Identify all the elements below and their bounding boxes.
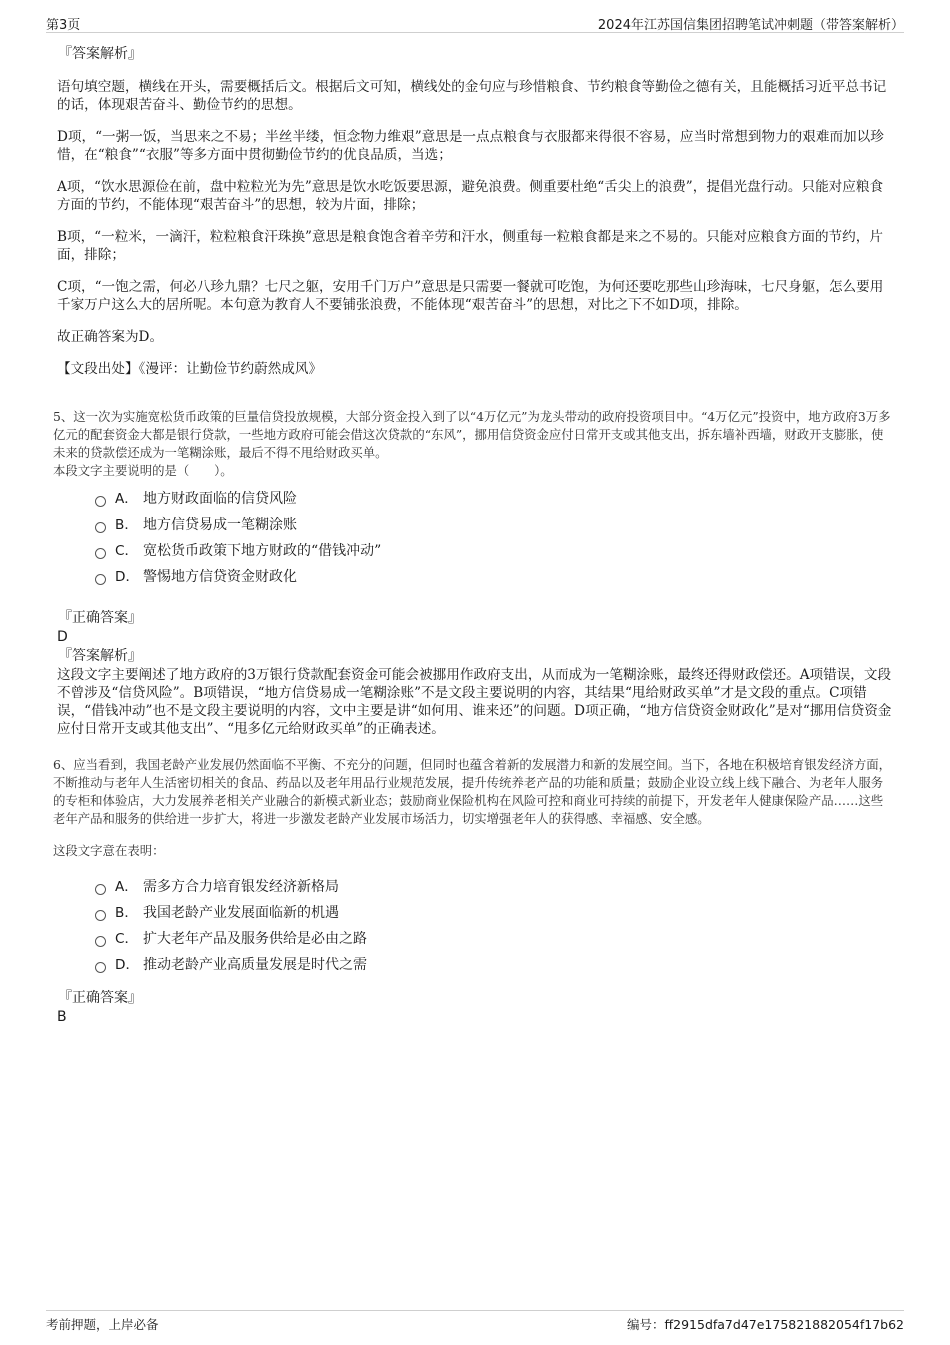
option-b[interactable]: B． 我国老龄产业发展面临新的机遇: [95, 900, 893, 926]
radio-icon[interactable]: [95, 884, 106, 895]
document-title: 2024年江苏国信集团招聘笔试冲刺题（带答案解析）: [597, 18, 904, 33]
correct-answer-label: 『正确答案』: [58, 610, 142, 626]
radio-icon[interactable]: [95, 522, 106, 533]
analysis-paragraph: A项，“饮水思源俭在前，盘中粒粒光为先”意思是饮水吃饭要思源，避免浪费。侧重要杜绝“舌尖上的浪费”，提倡光盘行动。只能对应粮食方面的节约，不能体现“艰苦奋斗”的思想，较为片面，排除；: [57, 179, 884, 213]
option-d[interactable]: D． 警惕地方信贷资金财政化: [95, 564, 893, 590]
page-footer: [46, 1310, 904, 1331]
analysis-paragraph: B项，“一粒米，一滴汗，粒粒粮食汗珠换”意思是粮食饱含着辛劳和汗水，侧重每一粒粮食都是来之不易的。只能对应粮食方面的节约，片面，排除；: [57, 229, 883, 263]
question-5-prompt: 本段文字主要说明的是（ ）。: [53, 463, 233, 478]
option-c[interactable]: C． 宽松货币政策下地方财政的“借钱冲动”: [95, 538, 893, 564]
analysis-label: 『答案解析』: [58, 46, 142, 62]
correct-answer-value: B: [57, 1009, 67, 1025]
radio-icon[interactable]: [95, 936, 106, 947]
option-a[interactable]: A． 地方财政面临的信贷风险: [95, 486, 893, 512]
page-header: [46, 12, 904, 33]
analysis-label: 『答案解析』: [58, 648, 142, 664]
radio-icon[interactable]: [95, 548, 106, 559]
question-6-prompt: 这段文字意在表明：: [53, 843, 165, 858]
correct-answer-label: 『正确答案』: [58, 990, 142, 1006]
page-number: 第3页: [46, 18, 81, 33]
page-content: [53, 44, 893, 1026]
radio-icon[interactable]: [95, 574, 106, 585]
question-5-options: [95, 486, 893, 590]
document-serial: 编号：ff2915dfa7d47e175821882054f17b62: [627, 1317, 904, 1332]
analysis-paragraph: 语句填空题，横线在开头，需要概括后文。根据后文可知，横线处的金句应与珍惜粮食、节约粮食等勤俭之德有关，且能概括习近平总书记的话，体现艰苦奋斗、勤俭节约的思想。: [57, 79, 887, 113]
correct-answer-statement: 故正确答案为D。: [57, 329, 164, 345]
option-b[interactable]: B． 地方信贷易成一笔糊涂账: [95, 512, 893, 538]
question-5-stem: 5、这一次为实施宽松货币政策的巨量信贷投放规模，大部分资金投入到了以“4万亿元”为龙头带动的政府投资项目中。“4万亿元”投资中，地方政府3万多亿元的配套资金大都是银行贷款，一些地方政府可能会借这次贷款的“东风”，挪用信贷资金应付日常开支或其他支出，拆东墙补西墙，财政开支膨胀，使未来的贷款偿还成为一笔糊涂账，最后不得不甩给财政买单。: [53, 409, 891, 460]
footer-slogan: 考前押题，上岸必备: [46, 1317, 159, 1332]
option-a[interactable]: A． 需多方合力培育银发经济新格局: [95, 874, 893, 900]
option-d[interactable]: D． 推动老龄产业高质量发展是时代之需: [95, 952, 893, 978]
correct-answer-value: D: [57, 629, 68, 645]
radio-icon[interactable]: [95, 910, 106, 921]
analysis-paragraph: D项，“一粥一饭，当思来之不易；半丝半缕，恒念物力维艰”意思是一点点粮食与衣服都来得很不容易，应当时常想到物力的艰难而加以珍惜，在“粮食”“衣服”等多方面中贯彻勤俭节约的优良品质，当选；: [57, 129, 884, 163]
question-5-analysis: 这段文字主要阐述了地方政府的3万银行贷款配套资金可能会被挪用作政府支出，从而成为一笔糊涂账，最终还得财政偿还。A项错误，文段不曾涉及“信贷风险”。B项错误，“地方信贷易成一笔糊涂账”不是文段主要说明的内容，其结果“甩给财政买单”才是文段的重点。C项错误，“借钱冲动”也不是文段主要说明的内容，文中主要是讲“如何用、谁来还”的问题。D项正确，“地方信贷资金财政化”是对“挪用信贷资金应付日常开支或其他支出”、“甩多亿元给财政买单”的正确表述。: [57, 667, 892, 737]
radio-icon[interactable]: [95, 962, 106, 973]
radio-icon[interactable]: [95, 496, 106, 507]
question-6-options: [95, 874, 893, 978]
analysis-paragraph: C项，“一饱之需，何必八珍九鼎？七尺之躯，安用千门万户”意思是只需要一餐就可吃饱，为何还要吃那些山珍海味，七尺身躯，怎么要用千家万户这么大的居所呢。本句意为教育人不要铺张浪费，不能体现“艰苦奋斗”的思想，对比之下不如D项，排除。: [57, 279, 884, 313]
source-citation: 【文段出处】《漫评：让勤俭节约蔚然成风》: [57, 361, 323, 377]
option-c[interactable]: C． 扩大老年产品及服务供给是必由之路: [95, 926, 893, 952]
question-6-stem: 6、应当看到，我国老龄产业发展仍然面临不平衡、不充分的问题，但同时也蕴含着新的发展潜力和新的发展空间。当下，各地在积极培育银发经济方面，不断推动与老年人生活密切相关的食品、药品以及老年用品行业规范发展，提升传统养老产品的功能和质量；鼓励企业设立线上线下融合、为老年人服务的专柜和体验店，大力发展养老相关产业融合的新模式新业态；鼓励商业保险机构在风险可控和商业可持续的前提下，开发老年人健康保险产品……这些老年产品和服务的供给进一步扩大，将进一步激发老龄产业发展市场活力，切实增强老年人的获得感、幸福感、安全感。: [53, 757, 892, 826]
